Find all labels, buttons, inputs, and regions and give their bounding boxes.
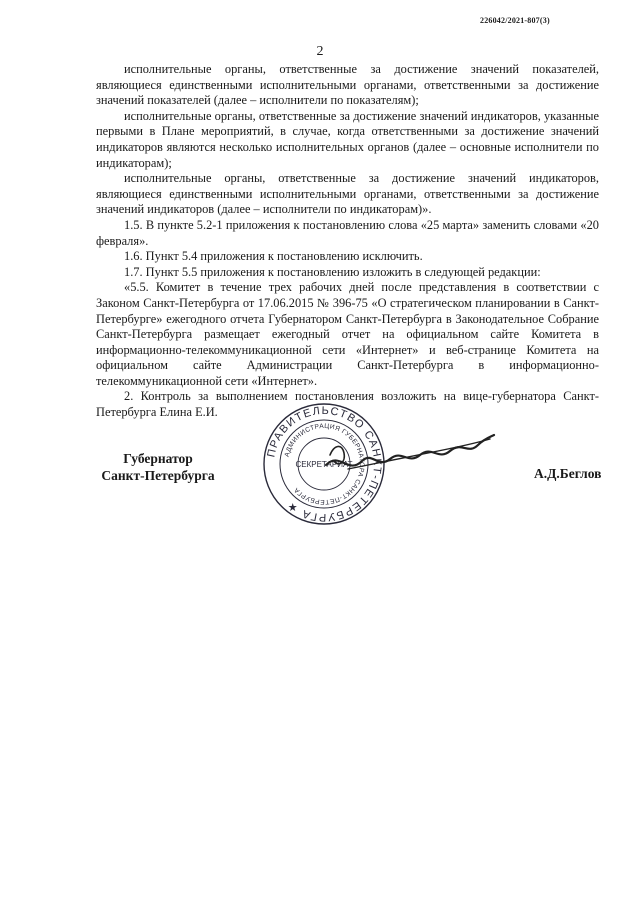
signatory-name: А.Д.Беглов xyxy=(534,466,602,481)
page-number: 2 xyxy=(316,44,324,59)
paragraph: «5.5. Комитет в течение трех рабочих дней после представления в соответствии с Законом Санкт-Петербурга от 17.06.2015 № 396-75 «О стратегическом планировании в Санкт-Петербурге» ежегодного отчета Губернатором Санкт-Петербурга в Законодательное Собрание Санкт-Петербурга размещает ежегодный отчет на официальном сайте Комитета в информационно-телекоммуникационной сети «Интернет» и веб-странице Комитета на официальном сайте Администрации Санкт-Петербурга в информационно-телекоммуникационной сети «Интернет». xyxy=(96,280,599,388)
paragraph: исполнительные органы, ответственные за достижение значений показателей, являющиеся единственными исполнительными органами, ответственными за достижение значений показателей (далее – исполнители по показателям); xyxy=(96,62,599,108)
document-number: 226042/2021-807(3) xyxy=(480,16,550,25)
paragraph: 1.6. Пункт 5.4 приложения к постановлению исключить. xyxy=(124,249,423,264)
svg-text:АДМИНИСТРАЦИЯ ГУБЕРНАТОРА САНК: АДМИНИСТРАЦИЯ ГУБЕРНАТОРА САНКТ-ПЕТЕРБУРГА xyxy=(283,422,366,506)
paragraph: 2. Контроль за выполнением постановления возложить на вице-губернатора Санкт-Петербурга Елина Е.И. xyxy=(96,389,599,420)
paragraph: исполнительные органы, ответственные за достижение значений индикаторов, являющиеся единственными исполнительными органами, ответственными за достижение значений индикаторов (далее – исполнители по индикаторам)». xyxy=(96,171,599,217)
document-body xyxy=(96,62,599,421)
paragraph: 1.5. В пункте 5.2-1 приложения к постановлению слова «25 марта» заменить словами «20 февраля». xyxy=(96,217,599,248)
paragraph: 1.7. Пункт 5.5 приложения к постановлению изложить в следующей редакции: xyxy=(124,264,541,279)
signatory-title-line: Санкт-Петербурга xyxy=(101,468,215,483)
svg-text:СЕКРЕТАРИАТ: СЕКРЕТАРИАТ xyxy=(295,460,353,469)
signatory-title-line: Губернатор xyxy=(123,451,193,466)
svg-text:ПРАВИТЕЛЬСТВО САНКТ-ПЕТЕРБУРГА: ПРАВИТЕЛЬСТВО САНКТ-ПЕТЕРБУРГА ★ xyxy=(265,404,384,524)
handwritten-signature xyxy=(318,425,498,485)
paragraph: исполнительные органы, ответственные за достижение значений индикаторов, указанные первыми в Плане мероприятий, в случае, когда ответственными за достижение значений индикаторов являются несколько исполнительных органов (далее – основные исполнители по индикаторам); xyxy=(96,108,599,170)
signatory-title xyxy=(96,450,220,484)
